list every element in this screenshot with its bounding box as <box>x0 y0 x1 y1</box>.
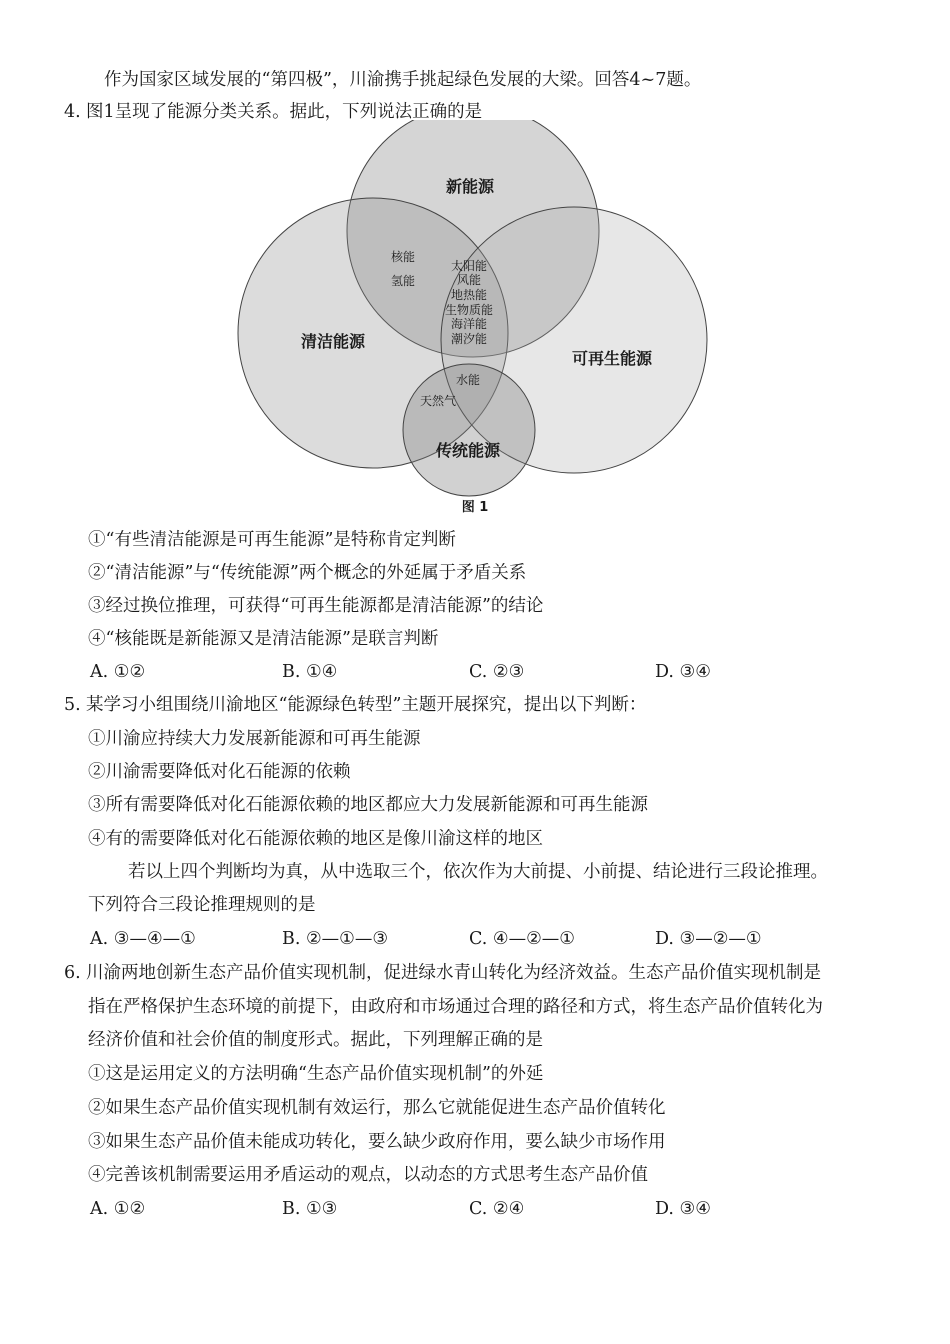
q4-option-a[interactable]: A. ①② <box>90 662 146 682</box>
q6-statement-4: ④完善该机制需要运用矛盾运动的观点，以动态的方式思考生态产品价值 <box>88 1165 648 1185</box>
q4-statement-3: ③经过换位推理，可获得“可再生能源都是清洁能源”的结论 <box>88 596 544 616</box>
q6-stem-line-1 <box>64 961 821 985</box>
label-biomass: 生物质能 <box>444 303 494 317</box>
q4-option-d[interactable]: D. ③④ <box>655 662 711 682</box>
q6-option-d[interactable]: D. ③④ <box>655 1199 711 1219</box>
label-clean-energy: 清洁能源 <box>300 332 366 351</box>
label-geothermal: 地热能 <box>450 288 488 302</box>
q5-number: 5. <box>64 695 81 715</box>
label-hydrogen: 氢能 <box>390 274 416 288</box>
q5-statement-2: ②川渝需要降低对化石能源的依赖 <box>88 762 351 782</box>
q5-paragraph-2: 下列符合三段论推理规则的是 <box>88 895 316 915</box>
q4-option-b[interactable]: B. ①④ <box>282 662 338 682</box>
q4-stem: 图1呈现了能源分类关系。据此，下列说法正确的是 <box>86 102 483 122</box>
energy-venn-diagram <box>232 120 712 500</box>
q5-stem: 某学习小组围绕川渝地区“能源绿色转型”主题开展探究，提出以下判断： <box>86 695 647 715</box>
q6-statement-2: ②如果生态产品价值实现机制有效运行，那么它就能促进生态产品价值转化 <box>88 1098 666 1118</box>
q5-stem-line <box>64 693 646 717</box>
q5-option-c[interactable]: C. ④—②—① <box>469 929 575 949</box>
label-renewable-energy: 可再生能源 <box>571 349 653 368</box>
label-nuclear: 核能 <box>390 250 416 264</box>
q6-stem-1: 川渝两地创新生态产品价值实现机制，促进绿水青山转化为经济效益。生态产品价值实现机制是 <box>86 963 821 983</box>
q5-option-b[interactable]: B. ②—①—③ <box>282 929 389 949</box>
q4-statement-1: ①“有些清洁能源是可再生能源”是特称肯定判断 <box>88 530 456 550</box>
label-hydro: 水能 <box>455 373 481 387</box>
q6-statement-3: ③如果生态产品价值未能成功转化，要么缺少政府作用，要么缺少市场作用 <box>88 1132 666 1152</box>
q6-number: 6. <box>64 963 81 983</box>
label-ocean: 海洋能 <box>450 317 488 331</box>
q4-number: 4. <box>64 102 81 122</box>
label-natural-gas: 天然气 <box>419 394 457 408</box>
q5-option-d[interactable]: D. ③—②—① <box>655 929 762 949</box>
q4-statement-4: ④“核能既是新能源又是清洁能源”是联言判断 <box>88 629 439 649</box>
q4-statement-2: ②“清洁能源”与“传统能源”两个概念的外延属于矛盾关系 <box>88 563 527 583</box>
q5-statement-4: ④有的需要降低对化石能源依赖的地区是像川渝这样的地区 <box>88 829 543 849</box>
q5-paragraph-1: 若以上四个判断均为真，从中选取三个，依次作为大前提、小前提、结论进行三段论推理。 <box>128 862 828 882</box>
q5-option-a[interactable]: A. ③—④—① <box>90 929 196 949</box>
q4-option-c[interactable]: C. ②③ <box>469 662 525 682</box>
figure-caption: 图 1 <box>461 500 489 515</box>
label-wind: 风能 <box>456 273 482 287</box>
q6-statement-1: ①这是运用定义的方法明确“生态产品价值实现机制”的外延 <box>88 1064 544 1084</box>
label-traditional-energy: 传统能源 <box>435 441 501 460</box>
label-solar: 太阳能 <box>450 259 488 273</box>
label-new-energy: 新能源 <box>445 177 495 196</box>
q6-option-a[interactable]: A. ①② <box>90 1199 146 1219</box>
intro-text: 作为国家区域发展的“第四极”，川渝携手挑起绿色发展的大梁。回答4~7题。 <box>104 70 702 90</box>
q5-statement-1: ①川渝应持续大力发展新能源和可再生能源 <box>88 729 421 749</box>
q6-stem-line-3: 经济价值和社会价值的制度形式。据此，下列理解正确的是 <box>88 1030 543 1050</box>
q6-option-b[interactable]: B. ①③ <box>282 1199 338 1219</box>
q5-statement-3: ③所有需要降低对化石能源依赖的地区都应大力发展新能源和可再生能源 <box>88 795 648 815</box>
q6-stem-line-2: 指在严格保护生态环境的前提下，由政府和市场通过合理的路径和方式，将生态产品价值转化为 <box>88 997 823 1017</box>
q6-option-c[interactable]: C. ②④ <box>469 1199 525 1219</box>
label-tidal: 潮汐能 <box>450 332 488 346</box>
